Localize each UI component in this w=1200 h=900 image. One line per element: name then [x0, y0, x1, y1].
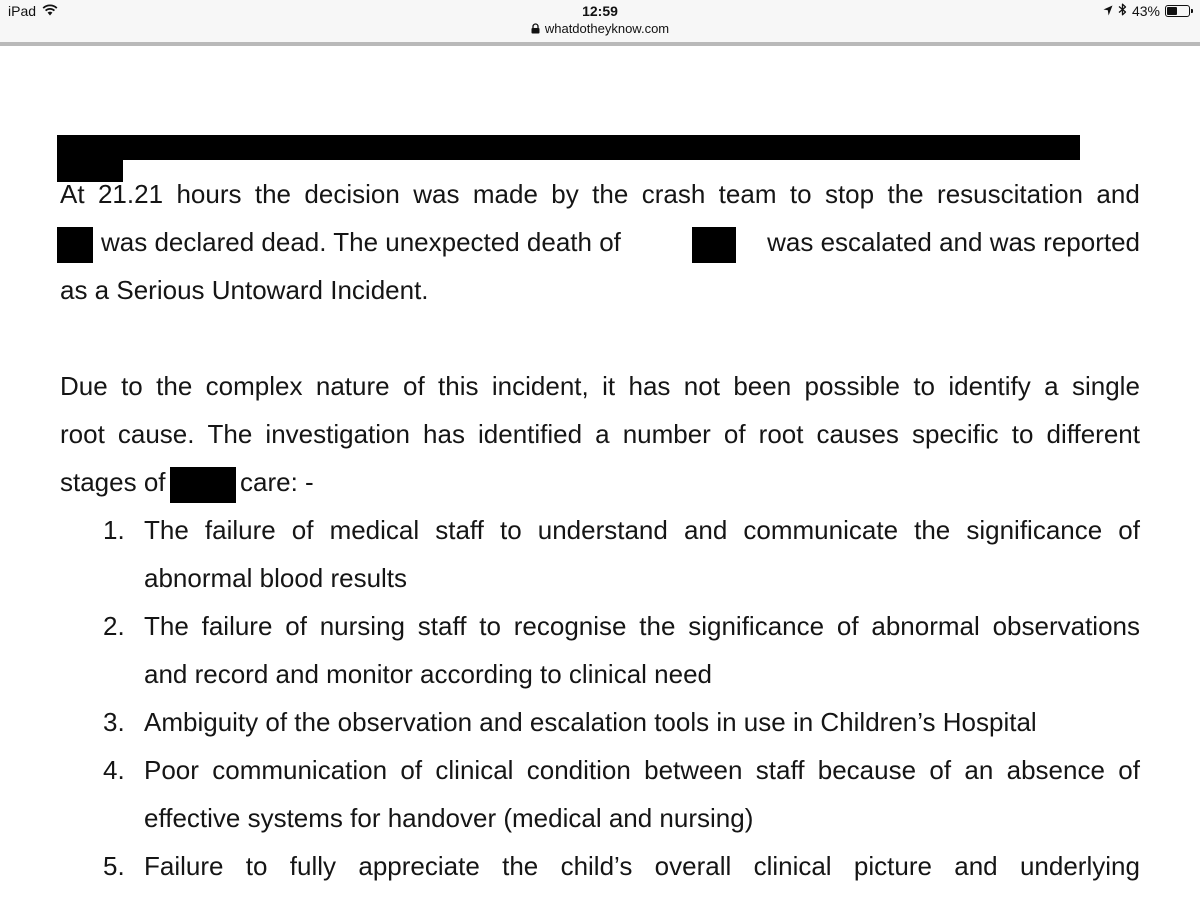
word: nature	[315, 371, 390, 401]
word: of	[291, 515, 314, 545]
word: because	[817, 755, 917, 785]
redaction-box-name-1	[57, 227, 93, 263]
word: At	[60, 179, 85, 209]
document-page	[0, 46, 1200, 900]
word: has	[423, 419, 465, 449]
word: made	[472, 179, 538, 209]
list-item-4-line2: effective systems for handover (medical and nursing)	[144, 803, 754, 833]
word: between	[644, 755, 743, 785]
status-right	[1103, 3, 1190, 19]
redaction-box-name-3	[170, 467, 236, 503]
lock-icon	[531, 22, 540, 37]
word: the	[502, 851, 539, 881]
word: cause.	[117, 419, 195, 449]
word: identify	[948, 371, 1031, 401]
para2-line2	[60, 419, 1140, 449]
word: nursing	[319, 611, 405, 641]
word: The	[144, 611, 189, 641]
word: by	[551, 179, 579, 209]
word: of	[1118, 515, 1140, 545]
word: this	[438, 371, 479, 401]
word: clinical	[753, 851, 832, 881]
word: condition	[526, 755, 631, 785]
word: to	[1011, 419, 1034, 449]
word: observations	[992, 611, 1140, 641]
word: underlying	[1019, 851, 1140, 881]
word: not	[683, 371, 720, 401]
word: resuscitation	[937, 179, 1084, 209]
word: The	[144, 515, 189, 545]
url-text: whatdotheyknow.com	[544, 21, 670, 36]
para2-line3-part2: care: -	[240, 467, 314, 497]
word: the	[254, 179, 292, 209]
word: a	[1044, 371, 1059, 401]
word: absence	[1006, 755, 1105, 785]
word: significance	[688, 611, 825, 641]
para1-line2-part1: was declared dead. The unexpected death of	[101, 227, 621, 257]
word: The	[207, 419, 253, 449]
word: stop	[824, 179, 875, 209]
word: the	[914, 515, 951, 545]
word: failure	[201, 611, 273, 641]
word: staff	[417, 611, 467, 641]
word: of	[929, 755, 952, 785]
word: has	[628, 371, 671, 401]
word: of	[400, 755, 423, 785]
word: appreciate	[358, 851, 480, 881]
word: to	[913, 371, 935, 401]
list-item-1-line2: abnormal blood results	[144, 563, 408, 593]
list-item-5-line1	[144, 851, 1140, 881]
list-number: 1.	[103, 515, 125, 545]
word: single	[1071, 371, 1140, 401]
word: staff	[435, 515, 484, 545]
bluetooth-icon	[1118, 3, 1127, 19]
word: the	[592, 179, 629, 209]
word: abnormal	[871, 611, 980, 641]
word: and	[1096, 179, 1140, 209]
list-item-3-line1: Ambiguity of the observation and escalation tools in use in Children’s Hospital	[144, 707, 1037, 737]
word: root	[758, 419, 804, 449]
word: different	[1046, 419, 1140, 449]
para1-line3: as a Serious Untoward Incident.	[60, 275, 429, 305]
word: communication	[212, 755, 388, 785]
word: root	[60, 419, 105, 449]
word: causes	[816, 419, 899, 449]
word: a	[595, 419, 610, 449]
redaction-box-name-2	[692, 227, 736, 263]
word: overall	[654, 851, 732, 881]
word: of	[1118, 755, 1140, 785]
word: been	[733, 371, 792, 401]
word: possible	[804, 371, 900, 401]
redaction-bar-heading	[57, 135, 1080, 160]
word: it	[602, 371, 616, 401]
list-item-2-line2: and record and monitor according to clinical need	[144, 659, 713, 689]
word: of	[836, 611, 859, 641]
word: failure	[204, 515, 276, 545]
list-number: 4.	[103, 755, 125, 785]
word: identified	[478, 419, 583, 449]
word: understand	[537, 515, 668, 545]
list-item-2-line1	[144, 611, 1140, 641]
word: clinical	[435, 755, 514, 785]
status-time: 12:59	[582, 3, 618, 19]
list-number: 2.	[103, 611, 125, 641]
list-item-1-line1	[144, 515, 1140, 545]
battery-level-fill	[1167, 7, 1177, 15]
para2-line1	[60, 371, 1140, 401]
word: Failure	[144, 851, 224, 881]
word: and	[683, 515, 728, 545]
list-number: 5.	[103, 851, 125, 881]
word: incident,	[491, 371, 589, 401]
word: crash	[641, 179, 706, 209]
word: specific	[911, 419, 999, 449]
word: complex	[205, 371, 303, 401]
word: to	[499, 515, 522, 545]
word: Poor	[144, 755, 199, 785]
word: 21.21	[97, 179, 164, 209]
word: to	[789, 179, 812, 209]
word: of	[723, 419, 746, 449]
para2-line3-part1: stages of	[60, 467, 166, 497]
device-name: iPad	[8, 3, 37, 19]
word: an	[964, 755, 994, 785]
word: decision	[304, 179, 400, 209]
word: staff	[755, 755, 805, 785]
word: significance	[966, 515, 1103, 545]
word: communicate	[743, 515, 899, 545]
word: recognise	[513, 611, 627, 641]
word: team	[718, 179, 777, 209]
word: hours	[176, 179, 242, 209]
para1-line1	[60, 179, 1140, 209]
status-bar	[0, 0, 1200, 44]
list-number: 3.	[103, 707, 125, 737]
word: investigation	[265, 419, 410, 449]
word: child’s	[560, 851, 633, 881]
word: to	[479, 611, 501, 641]
word: the	[156, 371, 193, 401]
word: was	[413, 179, 460, 209]
address-bar[interactable]	[0, 21, 1200, 37]
para1-line2-part2: was escalated and was reported	[767, 227, 1140, 257]
word: fully	[289, 851, 337, 881]
word: Due	[60, 371, 108, 401]
word: picture	[853, 851, 932, 881]
word: number	[622, 419, 711, 449]
word: the	[887, 179, 924, 209]
location-arrow-icon	[1103, 3, 1113, 19]
word: and	[954, 851, 998, 881]
word: to	[121, 371, 143, 401]
word: medical	[329, 515, 420, 545]
battery-icon	[1165, 5, 1190, 17]
list-item-4-line1	[144, 755, 1140, 785]
word: of	[285, 611, 307, 641]
word: to	[245, 851, 268, 881]
battery-percent: 43%	[1131, 3, 1160, 19]
word: the	[639, 611, 676, 641]
word: of	[402, 371, 425, 401]
